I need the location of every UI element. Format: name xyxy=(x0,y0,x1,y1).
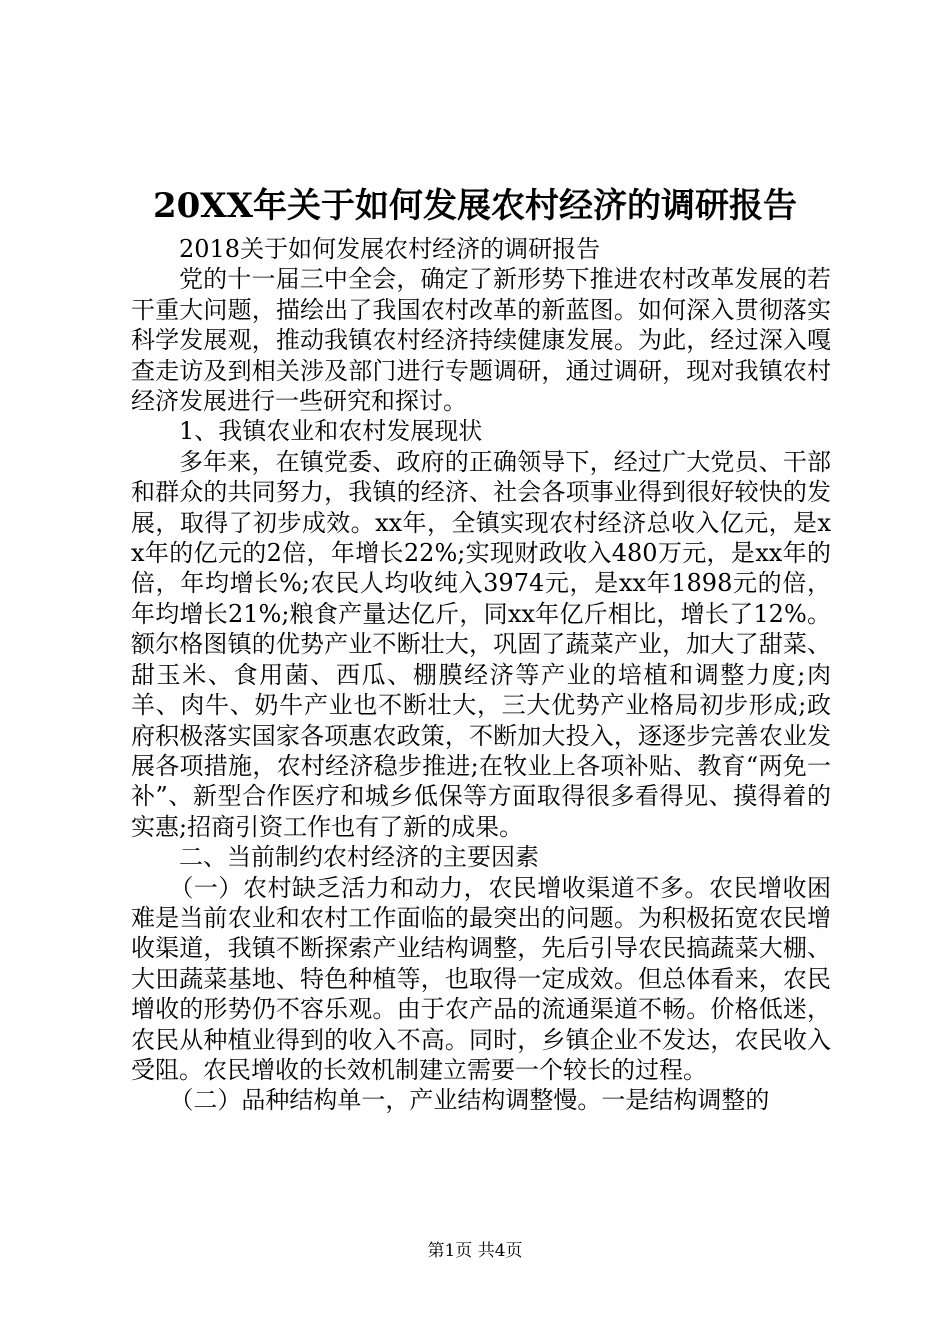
page-footer: 第1页 共4页 xyxy=(427,1241,523,1261)
subtitle-paragraph: 2018关于如何发展农村经济的调研报告 xyxy=(179,235,601,263)
section-heading-1: 1、我镇农业和农村发展现状 xyxy=(179,417,483,446)
document-body xyxy=(131,234,831,1116)
intro-paragraph: 党的十一届三中全会，确定了新形势下推进农村改革发展的若干重大问题，描绘出了我国农村改革的新蓝图。如何深入贯彻落实科学发展观，推动我镇农村经济持续健康发展。为此，经过深入嘎查走访及到相关涉及部门进行专题调研，通过调研，现对我镇农村经济发展进行一些研究和探讨。 xyxy=(131,265,831,416)
factor-1-paragraph: （一）农村缺乏活力和动力，农民增收渠道不多。农民增收困难是当前农业和农村工作面临的最突出的问题。为积极拓宽农民增收渠道，我镇不断探索产业结构调整，先后引导农民搞蔬菜大棚、大田蔬菜基地、特色种植等，也取得一定成效。但总体看来，农民增收的形势仍不容乐观。由于农产品的流通渠道不畅。价格低迷，农民从种植业得到的收入不高。同时，乡镇企业不发达，农民收入受阻。农民增收的长效机制建立需要一个较长的过程。 xyxy=(131,873,831,1084)
section-heading-2: 二、当前制约农村经济的主要因素 xyxy=(179,843,539,872)
status-paragraph: 多年来，在镇党委、政府的正确领导下，经过广大党员、干部和群众的共同努力，我镇的经济、社会各项事业得到很好较快的发展，取得了初步成效。xx年，全镇实现农村经济总收入亿元，是xx年的亿元的2倍，年增长22%;实现财政收入480万元，是xx年的倍，年均增长%;农民人均收纯入3974元，是xx年1898元的倍，年均增长21%;粮食产量达亿斤，同xx年亿斤相比，增长了12%。额尔格图镇的优势产业不断壮大，巩固了蔬菜产业，加大了甜菜、甜玉米、食用菌、西瓜、棚膜经济等产业的培植和调整力度;肉羊、肉牛、奶牛产业也不断壮大，三大优势产业格局初步形成;政府积极落实国家各项惠农政策，不断加大投入，逐逐步完善农业发展各项措施，农村经济稳步推进;在牧业上各项补贴、教育“两免一补”、新型合作医疗和城乡低保等方面取得很多看得见、摸得着的实惠;招商引资工作也有了新的成果。 xyxy=(131,447,831,841)
document-title: 20XX年关于如何发展农村经济的调研报告 xyxy=(152,186,798,226)
factor-2-paragraph: （二）品种结构单一，产业结构调整慢。一是结构调整的 xyxy=(169,1086,770,1115)
